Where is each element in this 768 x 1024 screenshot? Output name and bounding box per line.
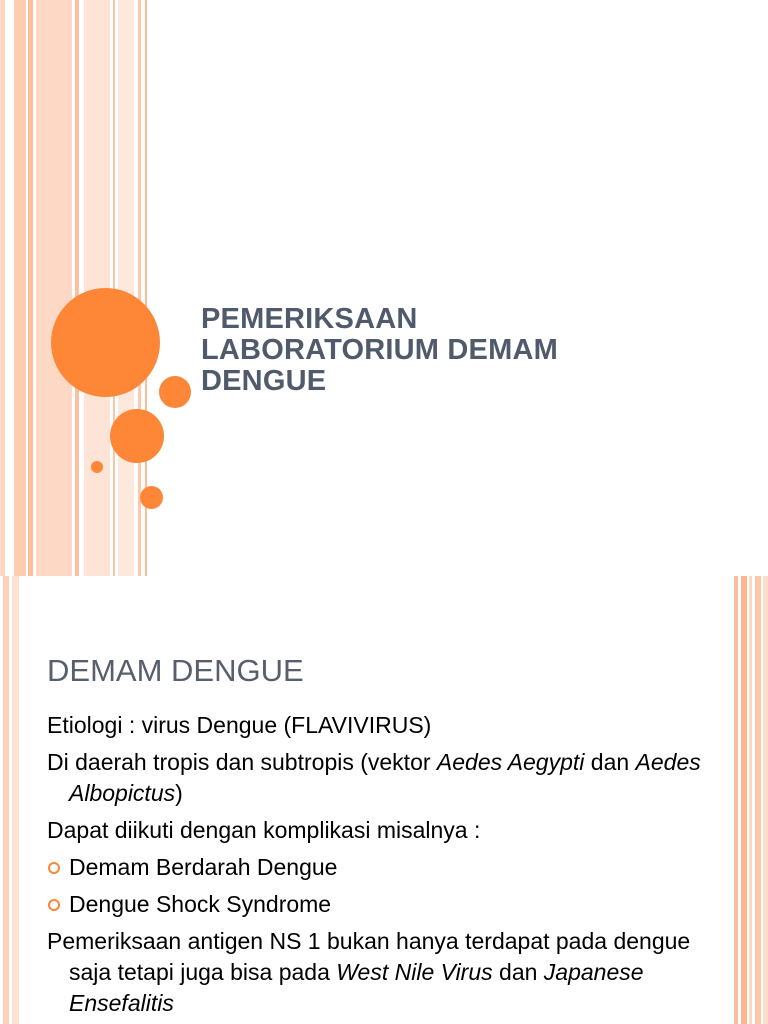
decor-stripe <box>12 576 19 1024</box>
decor-stripe <box>0 0 5 576</box>
virus-name: Japanese Ensefalitis <box>69 959 644 1016</box>
title-line: LABORATORIUM DEMAM <box>201 334 558 366</box>
decor-stripe <box>749 576 752 1024</box>
slide-body <box>47 710 717 1024</box>
decor-stripe <box>3 576 9 1024</box>
slide-title <box>201 304 721 397</box>
bullet-circle-icon <box>48 899 60 911</box>
text: dan <box>584 749 636 775</box>
decor-circle-large <box>51 288 160 397</box>
text: Pemeriksaan antigen NS 1 bukan hanya terdapat pada dengue saja tetapi juga bisa pada <box>47 928 691 985</box>
decor-stripe <box>741 576 747 1024</box>
decor-circle-small <box>140 486 163 509</box>
paragraph-vektor <box>47 747 717 809</box>
list-item-text: Dengue Shock Syndrome <box>69 891 332 917</box>
decor-stripe <box>28 0 33 576</box>
content-slide <box>0 576 768 1024</box>
species-name: Aedes Albopictus <box>69 749 701 806</box>
decor-stripe <box>36 0 72 576</box>
decor-stripe <box>14 0 26 576</box>
paragraph-ns1 <box>47 926 717 1019</box>
text: Di daerah tropis dan subtropis (vektor <box>47 749 437 775</box>
list-item <box>47 852 717 883</box>
title-line: PEMERIKSAAN <box>201 303 418 335</box>
decor-stripe <box>75 0 79 576</box>
decor-circle-tiny <box>91 461 103 473</box>
bullet-circle-icon <box>48 862 60 874</box>
text: ) <box>175 780 183 806</box>
decor-stripe <box>763 576 768 1024</box>
species-name: Aedes Aegypti <box>436 749 585 775</box>
title-line: DENGUE <box>201 365 327 397</box>
text: dan <box>492 959 544 985</box>
paragraph-etiologi: Etiologi : virus Dengue (FLAVIVIRUS) <box>47 712 432 738</box>
slide-heading: DEMAM DENGUE <box>47 653 304 688</box>
list-item <box>47 889 717 920</box>
paragraph-komplikasi: Dapat diikuti dengan komplikasi misalnya : <box>47 817 481 843</box>
decor-stripe <box>755 576 761 1024</box>
list-item-text: Demam Berdarah Dengue <box>69 854 338 880</box>
decor-circle-medium <box>110 409 164 463</box>
decor-stripe <box>118 0 134 576</box>
decor-circle-small <box>159 376 191 408</box>
decor-stripe <box>734 576 738 1024</box>
decor-stripe <box>138 0 141 576</box>
virus-name: West Nile Virus <box>336 959 493 985</box>
